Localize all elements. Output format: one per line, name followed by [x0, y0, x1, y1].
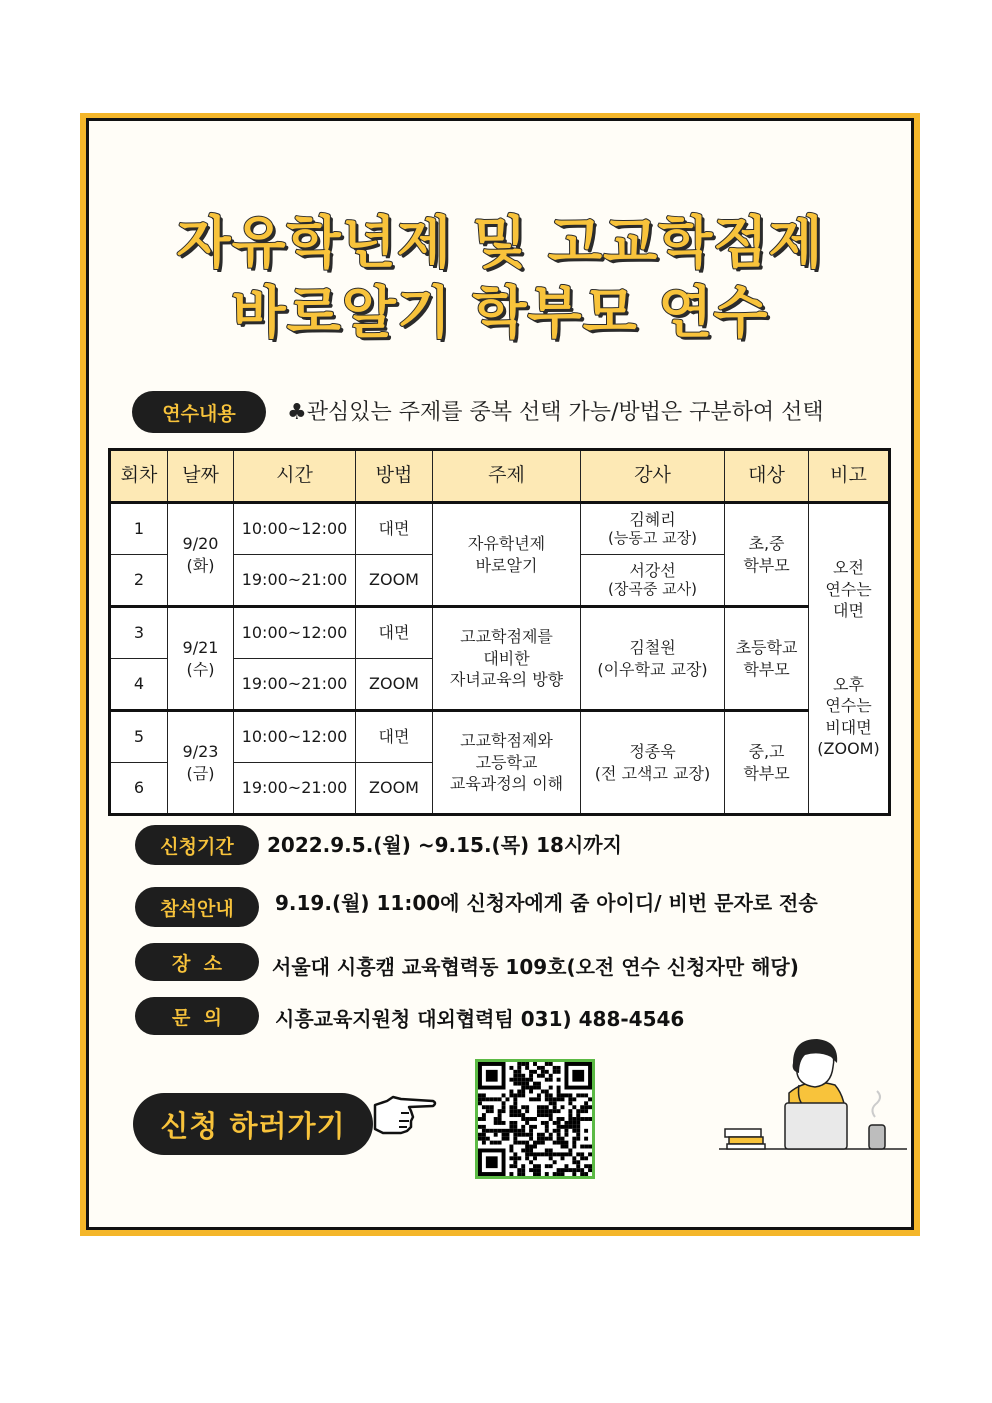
header-topic: 주제 [433, 450, 581, 503]
header-instructor: 강사 [581, 450, 725, 503]
time-cell: 10:00~12:00 [234, 503, 356, 555]
topic-cell [433, 711, 581, 815]
qr-code[interactable] [475, 1059, 595, 1179]
time-cell: 19:00~21:00 [234, 763, 356, 815]
target-cell [725, 503, 809, 607]
schedule-table [108, 448, 891, 816]
header-target: 대상 [725, 450, 809, 503]
topic-line: 대비한 [483, 648, 530, 668]
date-day: 9/20 [182, 533, 219, 553]
date-day: 9/23 [182, 741, 219, 761]
remark-line: 오후 [833, 674, 864, 694]
instructor-affiliation: (전 고색고 교장) [594, 763, 711, 783]
date-weekday: (화) [186, 555, 215, 575]
method-cell: ZOOM [356, 555, 433, 607]
topic-line: 고교학점제를 [460, 627, 553, 647]
apply-button[interactable]: 신청 하러가기 [133, 1093, 373, 1155]
time-cell: 19:00~21:00 [234, 555, 356, 607]
date-weekday: (금) [186, 763, 215, 783]
attend-label: 참석안내 [135, 887, 259, 927]
round-cell: 2 [110, 555, 168, 607]
instructor-affiliation: (장곡중 교사) [608, 579, 697, 598]
qr-pattern [478, 1062, 592, 1176]
instructor-affiliation: (능동고 교장) [608, 528, 697, 547]
instructor-name: 김철원 [629, 637, 676, 657]
pointing-hand-icon [371, 1091, 439, 1141]
method-cell: 대면 [356, 503, 433, 555]
target-line: 중,고 [748, 741, 785, 761]
content-label: 연수내용 [132, 391, 266, 433]
topic-line: 고등학교 [475, 752, 538, 772]
method-cell: ZOOM [356, 763, 433, 815]
table-row [110, 503, 890, 555]
topic-line: 자녀교육의 방향 [449, 670, 564, 690]
method-cell: 대면 [356, 711, 433, 763]
time-cell: 10:00~12:00 [234, 711, 356, 763]
topic-line: 교육과정의 이해 [449, 774, 564, 794]
time-cell: 10:00~12:00 [234, 607, 356, 659]
instructor-name: 정종욱 [629, 741, 676, 761]
target-line: 학부모 [743, 555, 790, 575]
target-line: 초,중 [748, 533, 785, 553]
remark-line: 연수는 [825, 579, 872, 599]
remark-line: (ZOOM) [817, 739, 880, 759]
poster [86, 118, 914, 1230]
topic-line: 바로알기 [475, 555, 538, 575]
table-row [110, 711, 890, 763]
contact-value: 시흥교육지원청 대외협력팀 031) 488-4546 [275, 1007, 685, 1031]
date-day: 9/21 [182, 637, 219, 657]
remark-spacer [809, 622, 888, 674]
place-label: 장 소 [135, 943, 259, 981]
poster-title-line2: 바로알기 학부모 연수 [231, 281, 769, 346]
instructor-name: 김혜리 [629, 510, 676, 530]
round-cell: 1 [110, 503, 168, 555]
method-cell: 대면 [356, 607, 433, 659]
date-cell [168, 607, 234, 711]
topic-cell [433, 503, 581, 607]
date-cell [168, 503, 234, 607]
table-row [110, 607, 890, 659]
remark-cell [809, 503, 890, 815]
instructor-cell [581, 555, 725, 607]
period-label: 신청기간 [135, 825, 259, 865]
method-cell: ZOOM [356, 659, 433, 711]
remark-line: 오전 [833, 557, 864, 577]
instructor-name: 서강선 [629, 561, 676, 581]
date-weekday: (수) [186, 659, 215, 679]
target-line: 학부모 [743, 659, 790, 679]
target-line: 초등학교 [735, 637, 798, 657]
round-cell: 5 [110, 711, 168, 763]
target-line: 학부모 [743, 763, 790, 783]
target-cell [725, 607, 809, 711]
poster-title-line1: 자유학년제 및 고교학점제 [176, 211, 824, 276]
header-round: 회차 [110, 450, 168, 503]
topic-cell [433, 607, 581, 711]
period-value: 2022.9.5.(월) ~9.15.(목) 18시까지 [267, 833, 622, 857]
header-remark: 비고 [809, 450, 890, 503]
time-cell: 19:00~21:00 [234, 659, 356, 711]
studying-person-illustration [719, 1033, 909, 1163]
header-method: 방법 [356, 450, 433, 503]
remark-line: 비대면 [825, 717, 872, 737]
contact-label: 문 의 [135, 997, 259, 1035]
instructor-affiliation: (이우학교 교장) [597, 659, 708, 679]
date-cell [168, 711, 234, 815]
instructor-cell [581, 607, 725, 711]
header-time: 시간 [234, 450, 356, 503]
topic-line: 자유학년제 [467, 533, 546, 553]
round-cell: 3 [110, 607, 168, 659]
attend-value: 9.19.(월) 11:00에 신청자에게 줌 아이디/ 비번 문자로 전송 [275, 891, 818, 915]
round-cell: 6 [110, 763, 168, 815]
remark-line: 연수는 [825, 696, 872, 716]
instructor-cell [581, 503, 725, 555]
target-cell [725, 711, 809, 815]
place-value: 서울대 시흥캠 교육협력동 109호(오전 연수 신청자만 해당) [272, 955, 799, 979]
remark-line: 대면 [833, 601, 864, 621]
selection-note: ♣관심있는 주제를 중복 선택 가능/방법은 구분하여 선택 [287, 400, 824, 425]
table-header-row [110, 450, 890, 503]
topic-line: 고교학점제와 [460, 731, 553, 751]
instructor-cell [581, 711, 725, 815]
header-date: 날짜 [168, 450, 234, 503]
round-cell: 4 [110, 659, 168, 711]
